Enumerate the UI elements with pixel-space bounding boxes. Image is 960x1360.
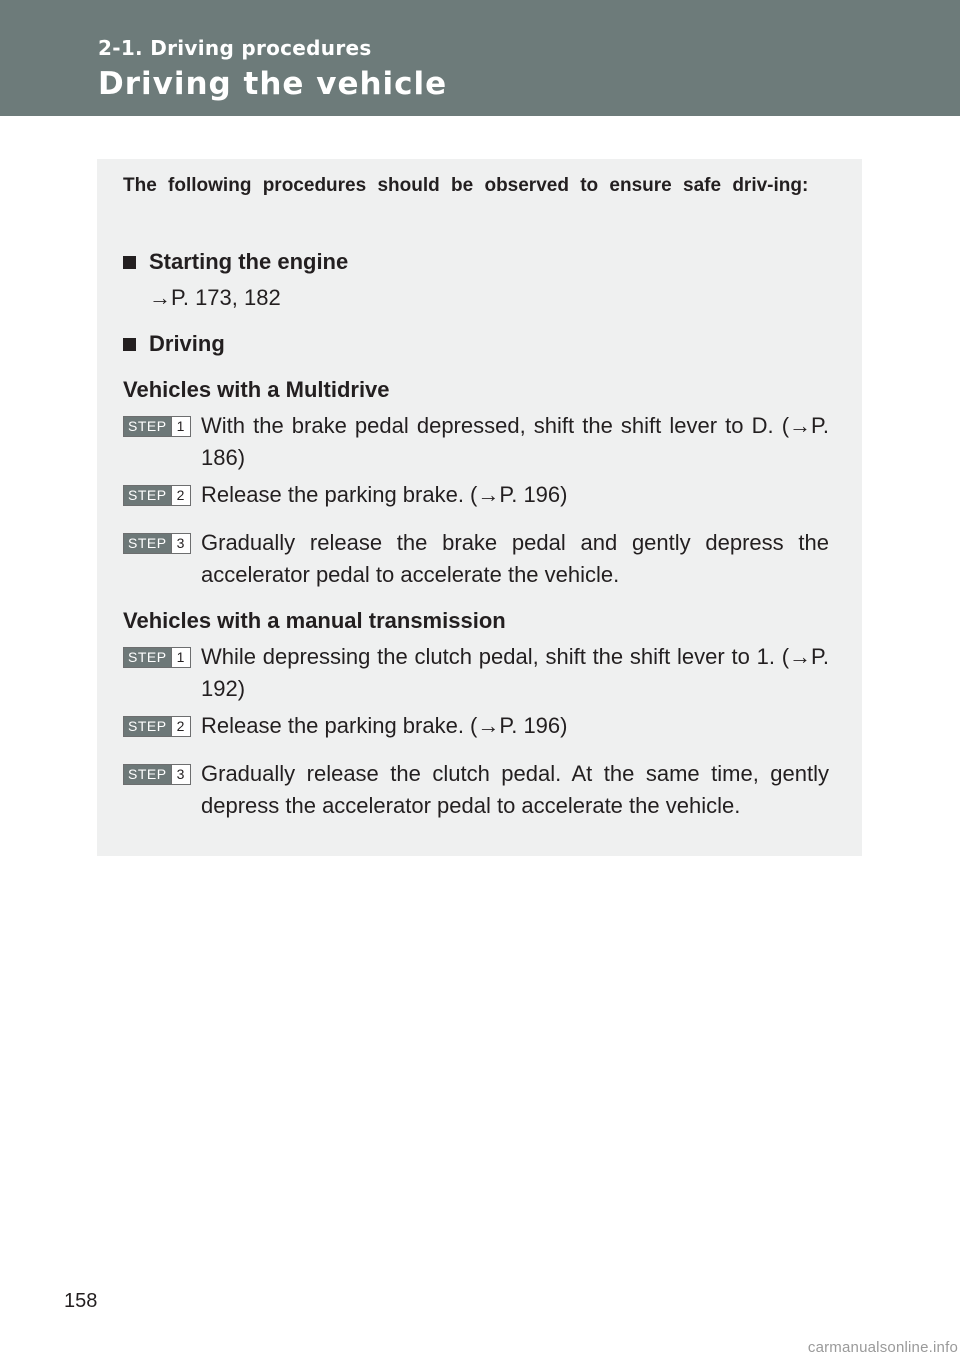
starting-engine-label: Starting the engine <box>149 249 349 274</box>
step-number: 1 <box>171 417 190 436</box>
page-number: 158 <box>64 1290 98 1312</box>
step-text: Release the parking brake. (→P. 196) <box>201 482 568 507</box>
section-label: 2-1. Driving procedures <box>98 36 372 60</box>
step-badge <box>123 533 191 554</box>
step-word: STEP <box>124 417 171 436</box>
watermark: carmanualsonline.info <box>807 1339 958 1356</box>
step-number: 3 <box>171 534 190 553</box>
square-bullet-icon <box>123 256 136 269</box>
step-word: STEP <box>124 765 171 784</box>
step-badge <box>123 485 191 506</box>
manual-transmission-heading: Vehicles with a manual transmission <box>123 608 506 633</box>
driving-heading <box>123 328 225 360</box>
step-number: 1 <box>171 648 190 667</box>
page-title: Driving the vehicle <box>98 66 448 102</box>
step-number: 3 <box>171 765 190 784</box>
step-badge <box>123 716 191 737</box>
step-text: Release the parking brake. (→P. 196) <box>201 713 568 738</box>
multidrive-heading: Vehicles with a Multidrive <box>123 377 390 402</box>
page-header <box>0 0 960 116</box>
step-text: Gradually release the clutch pedal. At the same time, gently depress the accelerator pedal to accelerate the vehicle. <box>201 761 829 818</box>
step-word: STEP <box>124 648 171 667</box>
step-word: STEP <box>124 717 171 736</box>
step-word: STEP <box>124 534 171 553</box>
step-number: 2 <box>171 717 190 736</box>
step-word: STEP <box>124 486 171 505</box>
driving-label: Driving <box>149 331 225 356</box>
step-text: While depressing the clutch pedal, shift the shift lever to 1. (→P. 192) <box>201 644 829 701</box>
intro-text: The following procedures should be observed to ensure safe driv-ing: <box>123 175 809 196</box>
step-text: Gradually release the brake pedal and gently depress the accelerator pedal to accelerate the vehicle. <box>201 530 829 587</box>
step-badge <box>123 416 191 437</box>
starting-engine-heading <box>123 246 348 278</box>
step-text: With the brake pedal depressed, shift the shift lever to D. (→P. 186) <box>201 413 829 470</box>
step-badge <box>123 764 191 785</box>
square-bullet-icon <box>123 338 136 351</box>
step-number: 2 <box>171 486 190 505</box>
step-badge <box>123 647 191 668</box>
starting-engine-reference[interactable]: →P. 173, 182 <box>149 285 281 310</box>
